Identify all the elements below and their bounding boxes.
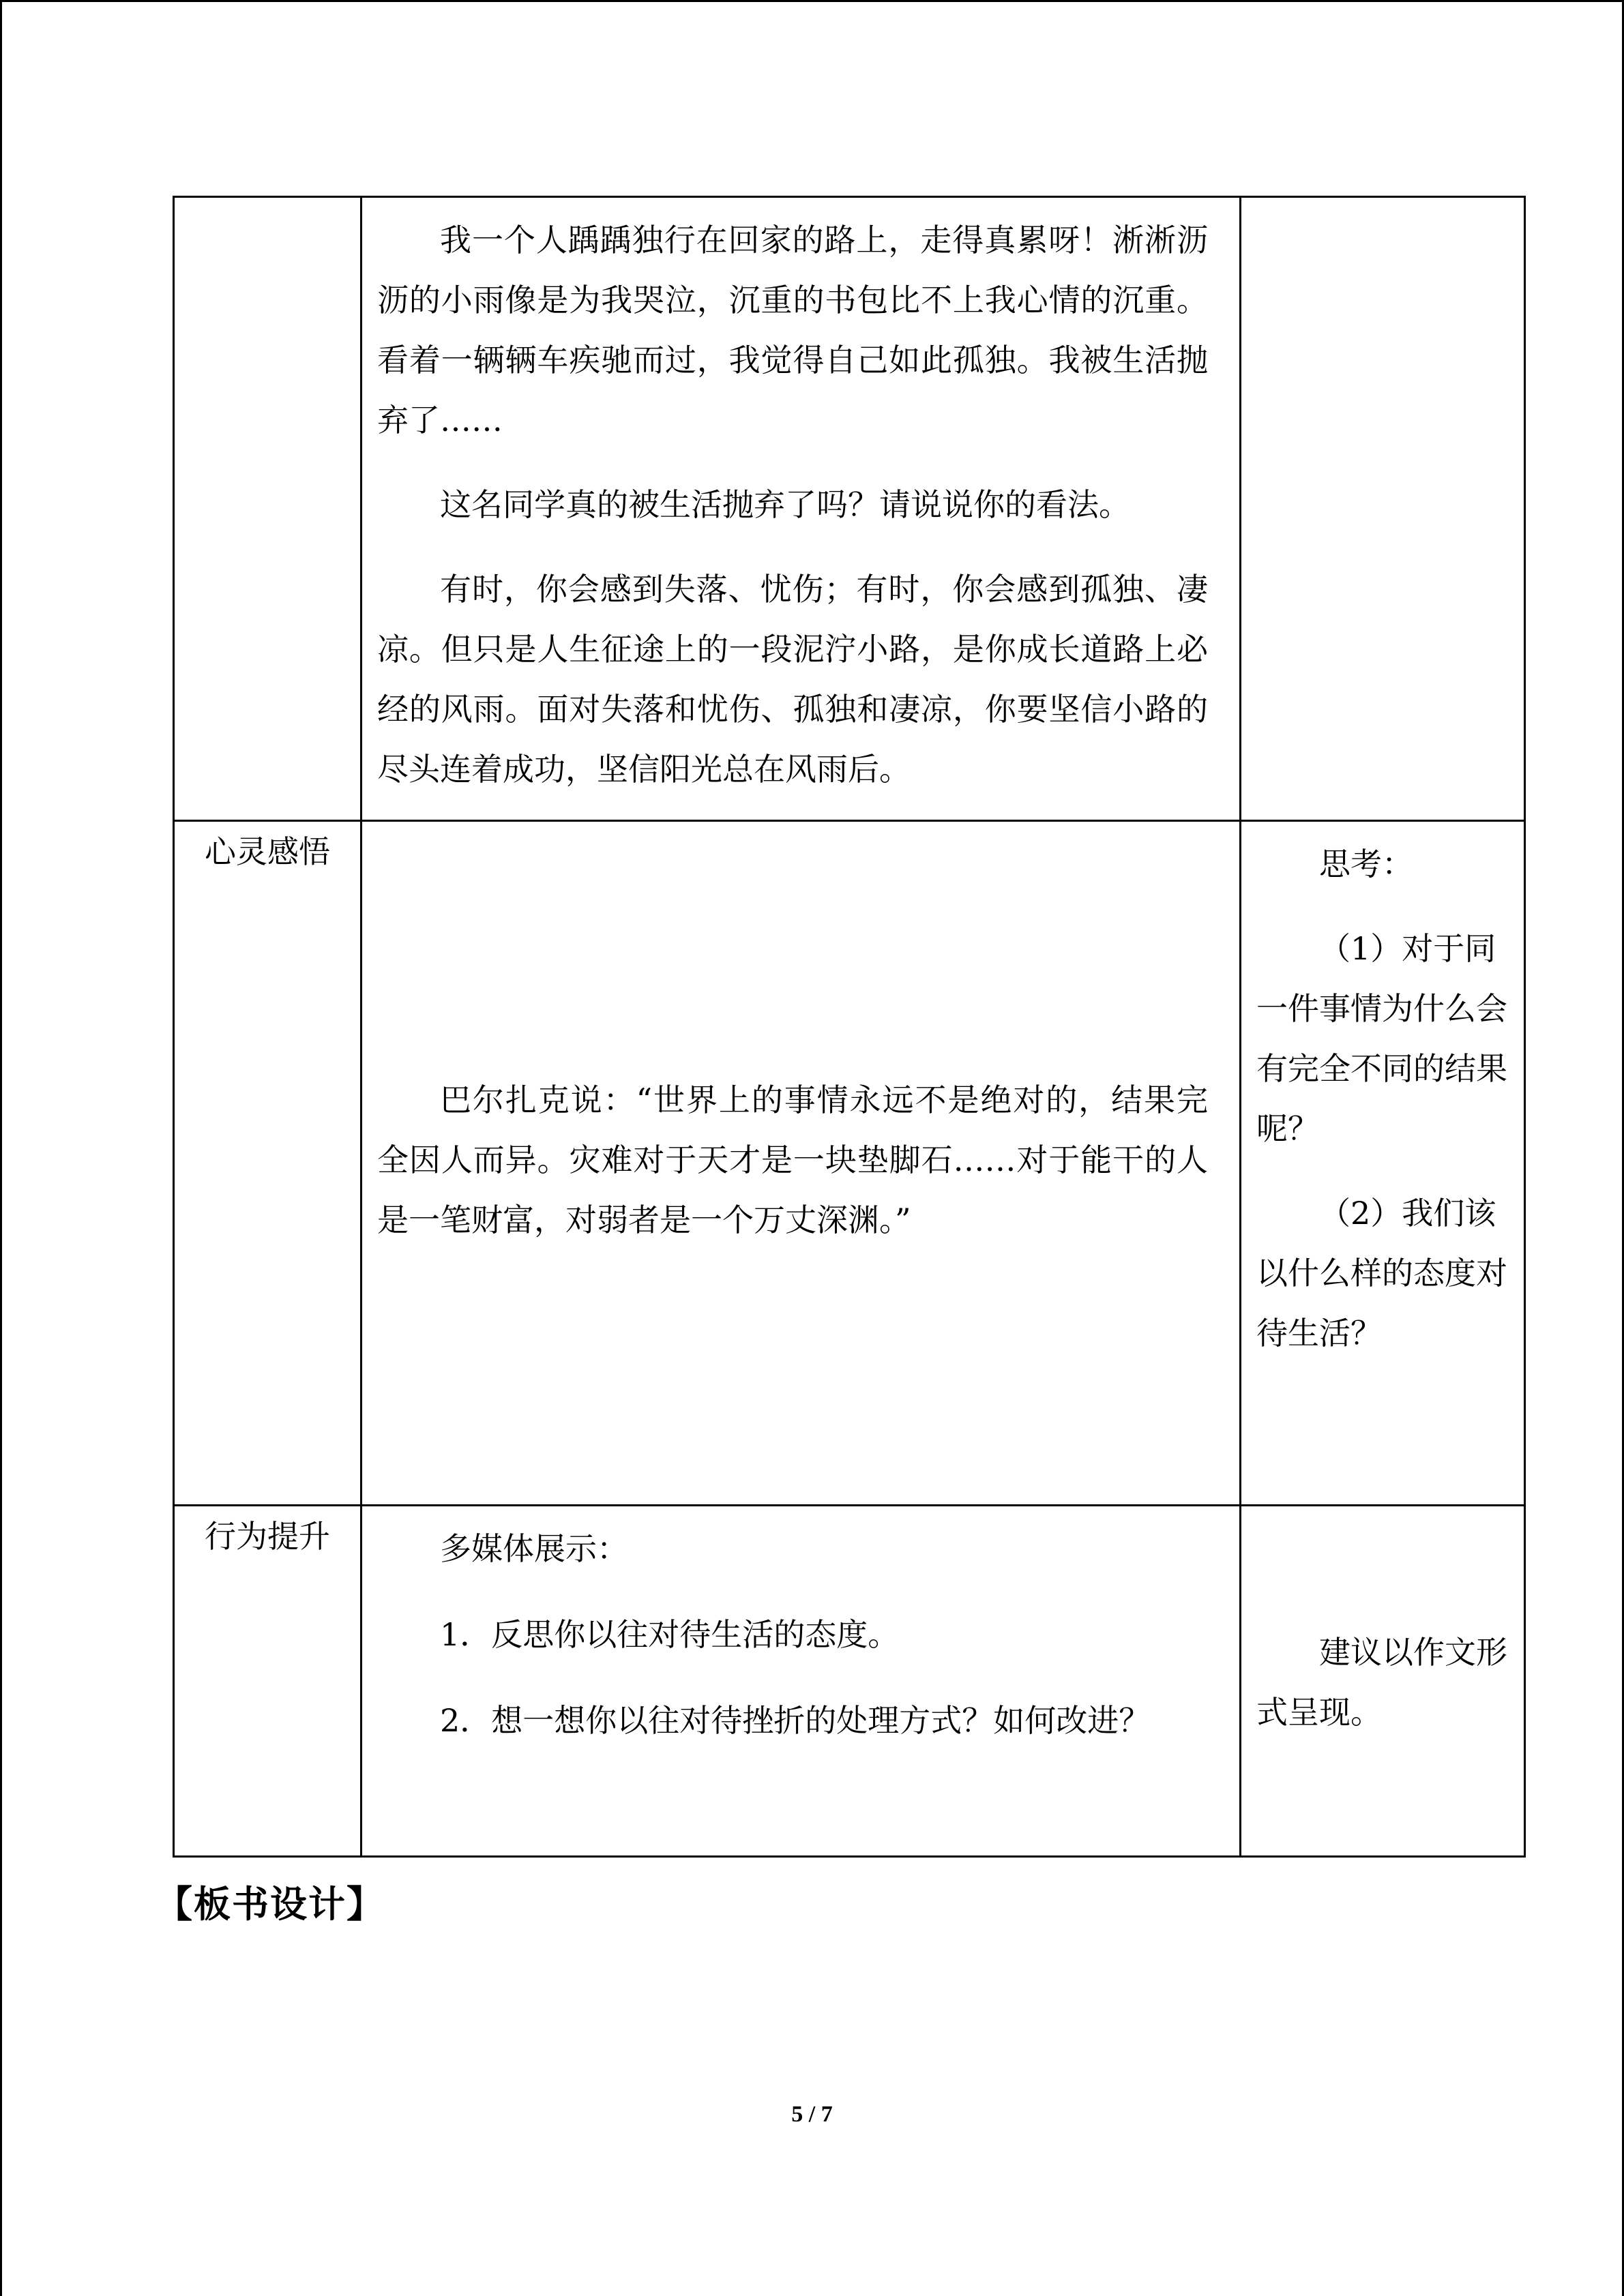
question-paragraph: 这名同学真的被生活抛弃了吗？请说说你的看法。 bbox=[440, 486, 1130, 523]
row-content bbox=[361, 1506, 1241, 1857]
table-row bbox=[174, 821, 1525, 1506]
row-note bbox=[1241, 821, 1525, 1506]
guidance-paragraph: 有时，你会感到失落、忧伤；有时，你会感到孤独、凄凉。但只是人生征途上的一段泥泞小路，是你成长道路上必经的风雨。面对失落和忧伤、孤独和凄凉，你要坚信小路的尽头连着成功，坚信阳光总在风雨后。 bbox=[377, 571, 1208, 788]
quote-paragraph: 巴尔扎克说：“世界上的事情永远不是绝对的，结果完全因人而异。灾难对于天才是一块垫脚石……对于能干的人是一笔财富，对弱者是一个万丈深渊。” bbox=[377, 1081, 1208, 1238]
row-content bbox=[361, 821, 1241, 1506]
task-item-1: 1．反思你以往对待生活的态度。 bbox=[440, 1616, 900, 1653]
lesson-table bbox=[173, 196, 1526, 1858]
suggestion-note: 建议以作文形式呈现。 bbox=[1256, 1634, 1507, 1731]
row-label: 心灵感悟 bbox=[174, 821, 361, 1506]
row-note bbox=[1241, 197, 1525, 821]
table-row bbox=[174, 1506, 1525, 1857]
think-label: 思考： bbox=[1319, 846, 1413, 882]
row-label bbox=[174, 197, 361, 821]
row-note bbox=[1241, 1506, 1525, 1857]
row-content bbox=[361, 197, 1241, 821]
page-number: 5 / 7 bbox=[791, 2102, 833, 2127]
story-paragraph: 我一个人踽踽独行在回家的路上，走得真累呀！淅淅沥沥的小雨像是为我哭泣，沉重的书包比不上我心情的沉重。看着一辆辆车疾驰而过，我觉得自己如此孤独。我被生活抛弃了…… bbox=[377, 222, 1208, 438]
row-label: 行为提升 bbox=[174, 1506, 361, 1857]
multimedia-label: 多媒体展示： bbox=[440, 1530, 628, 1567]
section-heading: 【板书设计】 bbox=[156, 1883, 385, 1926]
think-question-1: （1）对于同一件事情为什么会有完全不同的结果呢？ bbox=[1256, 930, 1507, 1147]
task-item-2: 2．想一想你以往对待挫折的处理方式？如何改进？ bbox=[440, 1702, 1151, 1739]
think-question-2: （2）我们该以什么样的态度对待生活？ bbox=[1256, 1195, 1507, 1352]
table-row bbox=[174, 197, 1525, 821]
